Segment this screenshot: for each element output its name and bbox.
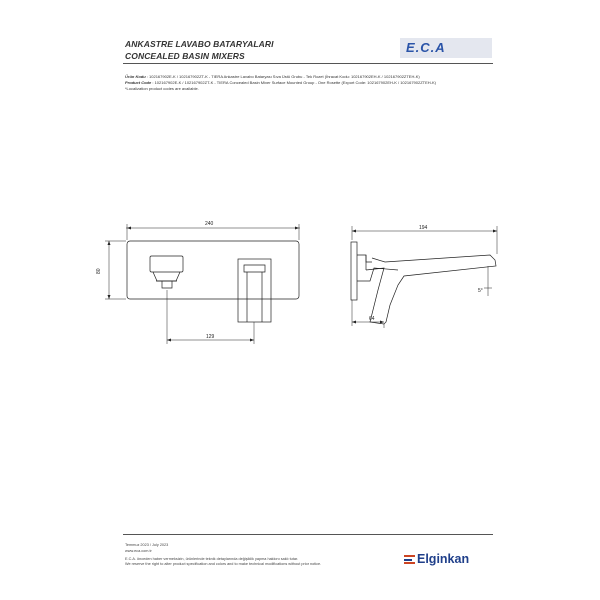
dim-height-label: 80 [96,268,102,274]
info-note: *Localization product codes are available. [125,86,199,91]
info-text-tr: : 102167902E-K / 102167902ZT-K - TIERA Ankastre Lavabo Bataryası Sıva Üstü Grubu - Tek Rozet (İhracat Kodu: 102167902EH-K / 102167902ZTEH-K) [146,74,420,79]
title-turkish: ANKASTRE LAVABO BATARYALARI [125,39,274,49]
front-handle [150,256,183,272]
footer-note-tr: E.C.A. önceden haber vermeksizin, ürünlerinde teknik detaylarında değişiklik yapma hakkını saklı tutar. [125,557,299,561]
footer-divider [123,534,493,535]
side-rosette [351,242,357,300]
dim-offset-label: 129 [206,334,215,340]
dim-width-label: 240 [205,221,214,227]
elginkan-logo-text: Elginkan [417,552,470,566]
front-spout [238,259,271,322]
info-text-en: : 102167902E-K / 102167902ZT-K - TIERA Concealed Basin Mixer Surface Mounted Group - One Rosette (Export Code: 102167902EH-K / 102167902ZTEH-K) [152,80,436,85]
eca-logo-text: E.C.A [406,40,446,55]
elginkan-mark-icon [404,554,415,566]
title-english: CONCEALED BASIN MIXERS [125,51,245,61]
info-label-tr: Ürün Kodu [125,74,146,79]
dim-depth-label: 194 [419,225,428,231]
front-plate [127,241,299,299]
footer-note-en: We reserve the right to alter product specification and colors and to make technical modifications without prior notice. [125,562,322,566]
dim-base-label: 64 [369,316,375,322]
footer-url[interactable]: www.eca.com.tr [125,549,152,553]
info-label-en: Product Code [125,80,152,85]
dim-angle-label: 5° [478,288,483,294]
elginkan-logo [404,552,469,566]
footer-date: Temmuz 2023 / July 2023 [125,543,169,547]
